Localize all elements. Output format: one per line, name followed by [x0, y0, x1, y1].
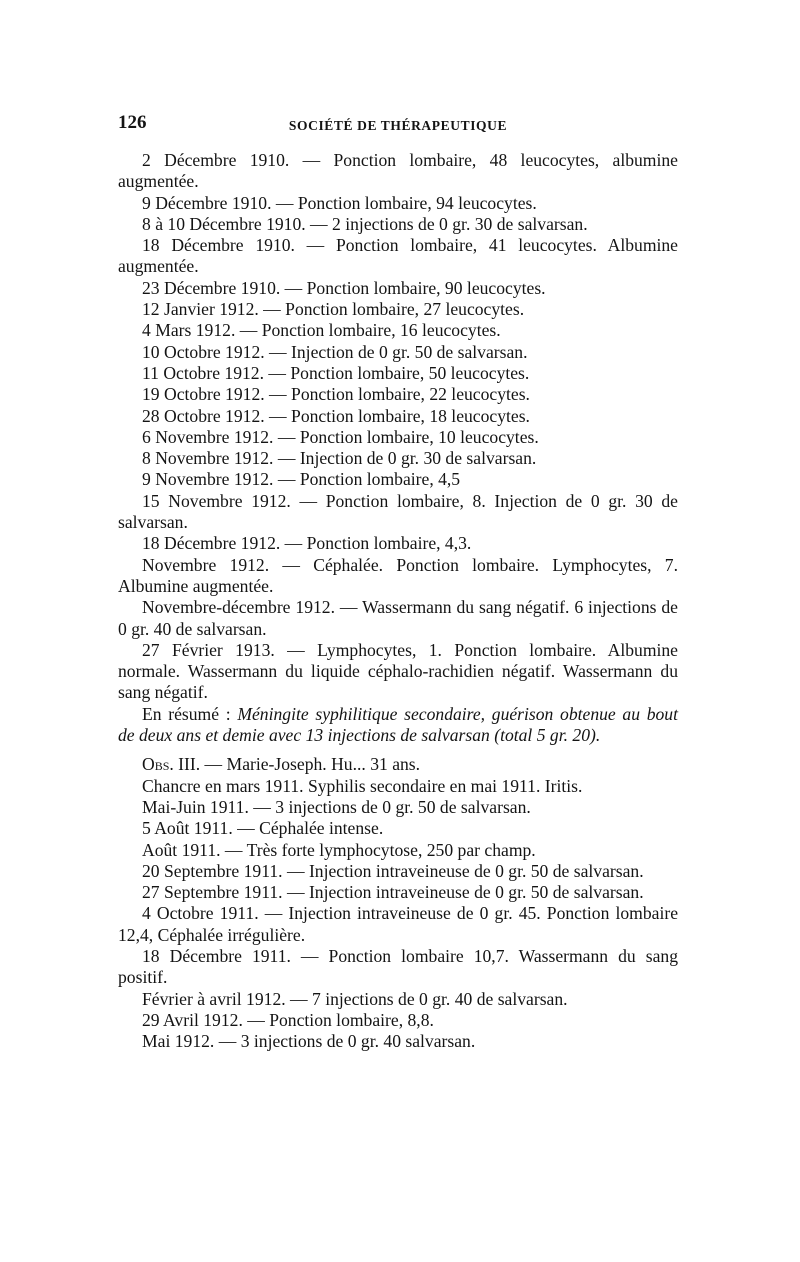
entry-line: 9 Décembre 1910. — Ponction lombaire, 94 leucocytes.: [142, 192, 537, 213]
entry-line: 9 Novembre 1912. — Ponction lombaire, 4,5: [142, 469, 461, 490]
entry-line: 18 Décembre 1910. — Ponction lombaire, 41 leucocytes. Albumine augmentée.: [118, 235, 678, 277]
entry-line: 8 Novembre 1912. — Injection de 0 gr. 30 de salvarsan.: [142, 448, 537, 469]
entry-line: 27 Septembre 1911. — Injection intraveineuse de 0 gr. 50 de salvarsan.: [142, 882, 644, 903]
entry-line: 10 Octobre 1912. — Injection de 0 gr. 50 de salvarsan.: [142, 341, 528, 362]
summary-prefix: En résumé :: [142, 703, 238, 724]
entry-line: 15 Novembre 1912. — Ponction lombaire, 8. Injection de 0 gr. 30 de salvarsan.: [118, 490, 678, 533]
entry-line: 6 Novembre 1912. — Ponction lombaire, 10 leucocytes.: [142, 426, 539, 447]
observation-label: Obs. III.: [142, 754, 201, 775]
observation-subject: — Marie-Joseph. Hu... 31 ans.: [200, 754, 421, 775]
summary-text: Méningite syphilitique secondaire, guérison obtenue au bout de deux ans et demie avec 13 injections de salvarsan (total 5 gr. 20).: [118, 703, 678, 746]
entry-line: Février à avril 1912. — 7 injections de 0 gr. 40 de salvarsan.: [142, 988, 568, 1009]
entry-line: Mai 1912. — 3 injections de 0 gr. 40 salvarsan.: [142, 1031, 476, 1052]
entry-line: 4 Mars 1912. — Ponction lombaire, 16 leucocytes.: [142, 320, 501, 341]
spacer: [118, 746, 678, 754]
summary-paragraph: [118, 704, 678, 747]
running-header: [118, 112, 678, 136]
entry-line: Chancre en mars 1911. Syphilis secondaire en mai 1911. Iritis.: [142, 775, 583, 796]
entry-line: 19 Octobre 1912. — Ponction lombaire, 22 leucocytes.: [142, 384, 530, 405]
case-entries-first: [118, 150, 678, 704]
entry-line: Août 1911. — Très forte lymphocytose, 250 par champ.: [142, 839, 536, 860]
entry-line: 20 Septembre 1911. — Injection intraveineuse de 0 gr. 50 de salvarsan.: [142, 860, 644, 881]
page-number: 126: [118, 112, 147, 133]
document-page: [118, 112, 678, 1052]
entry-line: 4 Octobre 1911. — Injection intraveineuse de 0 gr. 45. Ponction lombaire 12,4, Céphalée irrégulière.: [118, 903, 678, 945]
entry-line: Novembre-décembre 1912. — Wassermann du sang négatif. 6 injections de 0 gr. 40 de salvarsan.: [118, 597, 678, 639]
entry-line: 5 Août 1911. — Céphalée intense.: [142, 818, 384, 839]
entry-line: 2 Décembre 1910. — Ponction lombaire, 48 leucocytes, albumine augmentée.: [118, 150, 678, 192]
entry-line: 12 Janvier 1912. — Ponction lombaire, 27 leucocytes.: [142, 299, 525, 320]
entry-line: 18 Décembre 1912. — Ponction lombaire, 4,3.: [142, 533, 472, 554]
entry-line: 8 à 10 Décembre 1910. — 2 injections de 0 gr. 30 de salvarsan.: [142, 213, 588, 234]
entry-line: 28 Octobre 1912. — Ponction lombaire, 18 leucocytes.: [142, 405, 530, 426]
entry-line: Novembre 1912. — Céphalée. Ponction lombaire. Lymphocytes, 7. Albumine augmentée.: [118, 554, 678, 596]
entry-line: 23 Décembre 1910. — Ponction lombaire, 90 leucocytes.: [142, 277, 546, 298]
entry-line: Mai-Juin 1911. — 3 injections de 0 gr. 50 de salvarsan.: [142, 796, 531, 817]
entry-line: 11 Octobre 1912. — Ponction lombaire, 50 leucocytes.: [142, 362, 530, 383]
header-title: SOCIÉTÉ DE THÉRAPEUTIQUE: [288, 118, 508, 133]
entry-line: 29 Avril 1912. — Ponction lombaire, 8,8.: [142, 1009, 434, 1030]
case-entries-second: [118, 776, 678, 1053]
observation-heading: [118, 754, 678, 775]
entry-line: 18 Décembre 1911. — Ponction lombaire 10,7. Wassermann du sang positif.: [118, 945, 678, 988]
entry-line: 27 Février 1913. — Lymphocytes, 1. Ponction lombaire. Albumine normale. Wassermann du liquide céphalo-rachidien négatif. Wassermann du sang négatif.: [118, 639, 678, 703]
